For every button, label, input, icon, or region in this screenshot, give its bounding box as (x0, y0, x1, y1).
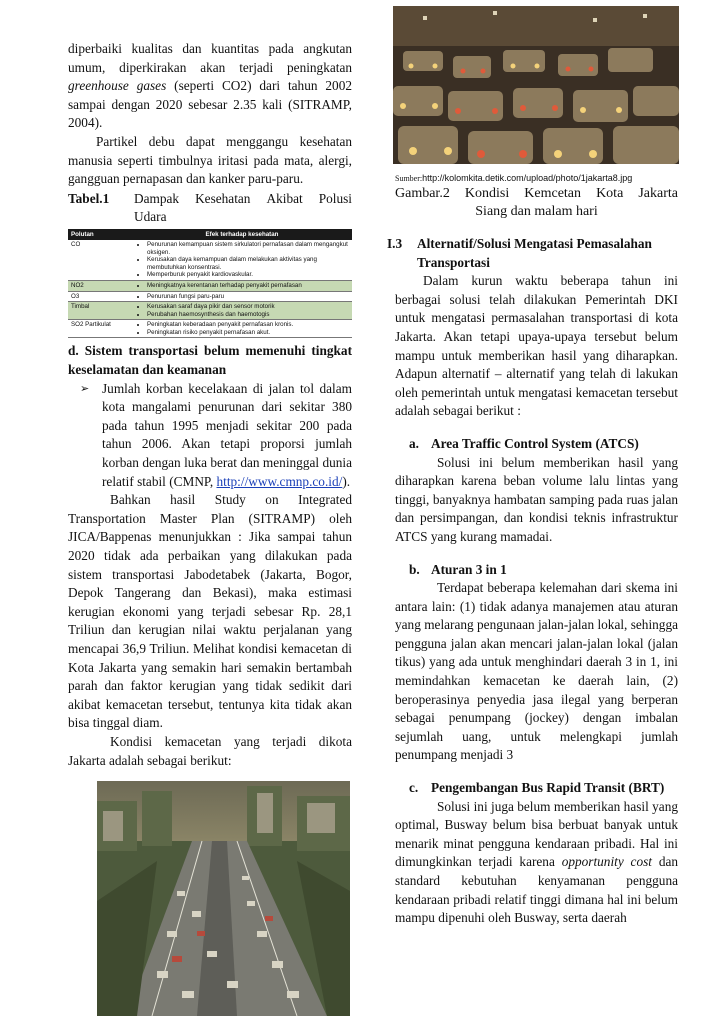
paragraph-brt: Solusi ini juga belum memberikan hasil yang optimal, Busway belum bisa berbuat banyak untuk menarik minat pengguna kendaraan pribadi. Hal ini dimungkinkan terjadi karena opportunity cost dan standard kebutuhan kenyamanan pengguna kendaraan pribadi relatif tinggi dimana hal ini belum mampu dipenuhi oleh Busway, serta daerah (395, 798, 679, 926)
table-row (68, 280, 352, 291)
effects-cell (132, 320, 352, 338)
right-column (387, 172, 679, 928)
pollutant-cell: NO2 (68, 280, 132, 291)
effects-cell (132, 291, 352, 302)
effect-item: • Penurunan kemampuan sistem sirkulatori pernafasan dalam mengangkut oksigen. (147, 241, 349, 256)
paragraph-ghg: diperbaiki kualitas dan kuantitas pada angkutan umum, diperkirakan akan terjadi peningkatan greenhouse gases (seperti CO2) dari tahun 2002 sampai dengan 2020 sebesar 2.35 kali (SITRAMP, 2004). (68, 41, 352, 131)
arrow-bullet-icon: ➢ (80, 381, 90, 395)
table-row (68, 291, 352, 302)
heading-d: d. Sistem transportasi belum memenuhi tingkat keselamatan dan keamanan (68, 343, 352, 378)
effect-item: • Peningkatan risiko penyakit pernafasan akut. (147, 329, 349, 337)
effect-item: • Penurunan fungsi paru-paru (147, 293, 349, 301)
pollutant-cell: O3 (68, 291, 132, 302)
effects-cell (132, 302, 352, 320)
table-header: Efek terhadap kesehatan (132, 229, 352, 240)
subheading-atcs: a. Area Traffic Control System (ATCS) (409, 435, 639, 451)
figure-caption: Gambar.2 Kondisi Kemcetan Kota Jakarta Siang dan malam hari (395, 186, 678, 219)
pollutant-cell: CO (68, 240, 132, 280)
effect-item: • Memperburuk penyakit kardiovaskular. (147, 271, 349, 279)
table-row (68, 320, 352, 338)
ghg-term: greenhouse gases (68, 78, 167, 94)
highway-traffic-photo (97, 781, 350, 1016)
effect-item: • Kerusakan daya kemampuan dalam melakukan aktivitas yang membutuhkan konsentrasi. (147, 256, 349, 271)
section-heading: I.3 Alternatif/Solusi Mengatasi Pemasalahan Transportasi (387, 236, 652, 270)
effects-cell (132, 240, 352, 280)
paragraph-3in1: Terdapat beberapa kelemahan dari skema ini antara lain: (1) tidak adanya manajemen atau aturan yang melarang pengunaan jalan-jalan lokal, sehingga pengguna jalan akan mencari jalan-jalan lokal (jalan tikus) yang ada untuk menghindari daerah 3 in 1, ini memindahkan kemacetan ke daerah lain, (2) beroperasinya penyedia jasa ilegal yang berperan sebagai penumpang (jockey) dengan imbalan sejumlah uang, untuk melengkapi jumlah penumpang menjadi 3 (395, 580, 678, 763)
subheading-3in1: b. Aturan 3 in 1 (409, 561, 507, 577)
paragraph-sitramp: Bahkan hasil Study on Integrated Transportation Master Plan (SITRAMP) oleh JICA/Bappenas menunjukkan : Jika sampai tahun 2020 tidak ada perbaikan yang dilakukan pada sistem transportasi Jabodetabek (Jakarta, Bogor, Depok Tangerang dan Bekasi), maka estimasi kerugian ekonomi yang terjadi sebesar Rp. 28,1 Triliun dan kerugian nilai waktu perjalanan yang mencapai 36,9 Triliun. Melihat kondisi kemacetan di Kota Jakarta yang semakin hari semakin bertambah parah dan faktor kerugian yang tidak sedikit dari akibat kemacetan tersebut, tentunya kita tidak akan bisa tinggal diam. (68, 492, 352, 731)
table-caption: Tabel.1 Dampak Kesehatan Akibat Polusi Udara (68, 190, 352, 225)
intro-paragraph: Dalam kurun waktu beberapa tahun ini berbagai solusi telah dilakukan Pemerintah DKI untuk mengatasi permasalahan transportasi di kota Jakarta. Akan tetapi upaya-upaya tersebut belum mampu untuk memberikan hasil yang diharapkan. Adapun alternatif – alternatif yang telah di lakukan oleh pemerintah untuk mengatasi kemacetan tersebut adalah sebagai berikut : (395, 273, 678, 419)
table-header: Polutan (68, 229, 132, 240)
night-traffic-photo (393, 6, 679, 164)
effect-item: • Kerusakan saraf daya pikir dan sensor motorik (147, 303, 349, 311)
pollutant-cell: Timbal (68, 302, 132, 320)
cmnp-link[interactable]: http://www.cmnp.co.id/ (216, 473, 343, 489)
paragraph-dust: Partikel debu dapat menggangu kesehatan manusia seperti timbulnya iritasi pada mata, alergi, gangguan pernapasan dan kanker paru-paru. (68, 133, 352, 187)
table-row (68, 302, 352, 320)
paragraph-conditions: Kondisi kemacetan yang terjadi dikota Jakarta adalah sebagai berikut: (68, 733, 352, 768)
subheading-brt: c. Pengembangan Bus Rapid Transit (BRT) (409, 780, 665, 796)
effect-item: • Peningkatan keberadaan penyakit pernafasan kronis. (147, 321, 349, 329)
health-impact-table (68, 229, 352, 339)
list-item: ➢ Jumlah korban kecelakaan di jalan tol dalam kota mangalami penurunan dari sekitar 380 pada tahun 1995 menjadi sekitar 200 pada tahun 2006. Akan tetapi proporsi jumlah korban dengan luka berat dan meninggal dunia relatif stabil (CMNP, http://www.cmnp.co.id/). (80, 380, 352, 492)
left-column (68, 40, 352, 770)
paragraph-atcs: Solusi ini belum memberikan hasil yang diharapkan karena beban volume lalu lintas yang tinggi, banyaknya hambatan samping pada ruas jalan dan persimpangan, dan kondisi teknis infrastruktur ATCS yang kurang mamadai. (395, 454, 678, 544)
effect-item: • Meningkatnya kerentanan terhadap penyakit pernafasan (147, 282, 349, 290)
image-source: Sumber:http://kolomkita.detik.com/upload/photo/1jakarta8.jpg (395, 173, 633, 183)
effect-item: • Perubahan haemosynthesis dan haemotogis (147, 311, 349, 319)
table-row (68, 240, 352, 280)
effects-cell (132, 280, 352, 291)
pollutant-cell: SO2 Partikulat (68, 320, 132, 338)
